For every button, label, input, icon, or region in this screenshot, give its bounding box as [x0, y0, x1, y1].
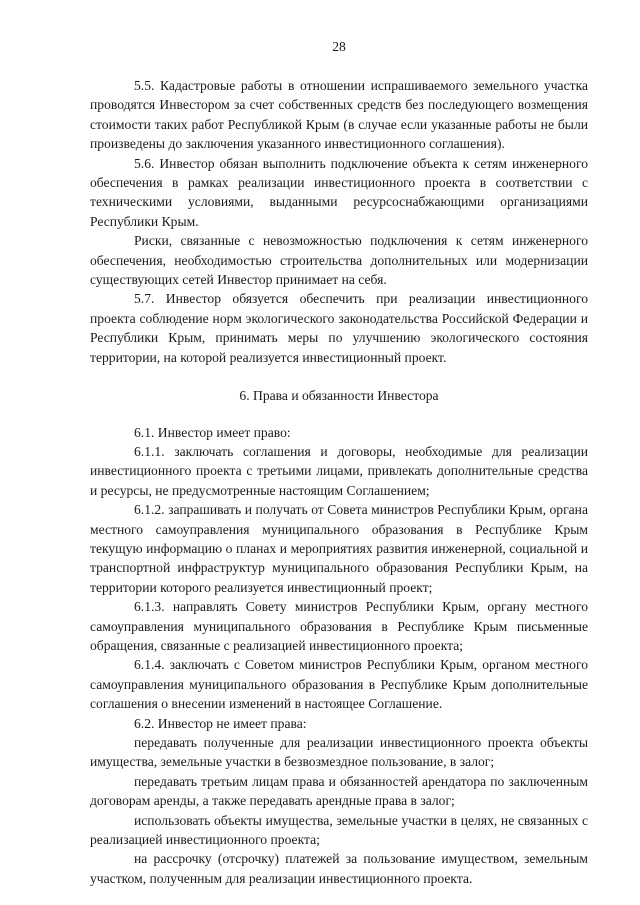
section-heading: 6. Права и обязанности Инвестора: [239, 388, 439, 404]
paragraph-5-6: 5.6. Инвестор обязан выполнить подключение объекта к сетям инженерного обеспечения в рамках реализации инвестиционного проекта в соответствии с техническими условиями, выданными ресурсоснабжающими организациями Республики Крым.: [90, 155, 588, 229]
paragraph-5-7: 5.7. Инвестор обязуется обеспечить при реализации инвестиционного проекта соблюдение норм экологического законодательства Российской Федерации и Республики Крым, принимать меры по улучшению экологического состояния территории, на которой реализуется инвестиционный проект.: [90, 291, 588, 365]
page-number: 28: [332, 39, 346, 54]
paragraph-6-2: 6.2. Инвестор не имеет права:: [134, 715, 307, 731]
paragraph-restriction-2: передавать третьим лицам права и обязанностей арендатора по заключенным договорам аренды, а также передавать арендные права в залог;: [90, 773, 588, 809]
paragraph-5-5: 5.5. Кадастровые работы в отношении испрашиваемого земельного участка проводятся Инвестором за счет собственных средств без последующего возмещения стоимости таких работ Республикой Крым (в случае если указанные работы не были произведены до заключения указанного инвестиционного соглашения).: [90, 78, 588, 152]
paragraph-restriction-1: передавать полученные для реализации инвестиционного проекта объекты имущества, земельные участки в безвозмездное пользование, в залог;: [90, 735, 588, 770]
paragraph-restriction-4: на рассрочку (отсрочку) платежей за пользование имуществом, земельным участком, полученным для реализации инвестиционного проекта.: [90, 851, 588, 886]
paragraph-6-1-3: 6.1.3. направлять Совету министров Республики Крым, органу местного самоуправления муниципального образования в Республике Крым письменные обращения, связанные с реализацией инвестиционного проекта;: [90, 599, 588, 653]
paragraph-risks: Риски, связанные с невозможностью подключения к сетям инженерного обеспечения, необходимостью строительства дополнительных или модернизации существующих сетей Инвестор принимает на себя.: [90, 233, 588, 288]
paragraph-6-1-1: 6.1.1. заключать соглашения и договоры, необходимые для реализации инвестиционного проекта с третьими лицами, привлекать дополнительные средства и ресурсы, не предусмотренные настоящим Соглашением;: [90, 443, 588, 498]
paragraph-restriction-3: использовать объекты имущества, земельные участки в целях, не связанных с реализацией инвестиционного проекта;: [90, 812, 588, 848]
document-page: [90, 0, 588, 905]
paragraph-6-1-2: 6.1.2. запрашивать и получать от Совета министров Республики Крым, органа местного самоуправления муниципального образования в Республике Крым текущую информацию о планах и мероприятиях развития инженерной, социальной и транспортной инфраструктур муниципального образования Республики Крым, на территории которого реализуется инвестиционный проект;: [90, 502, 588, 595]
document-body: [90, 76, 588, 888]
paragraph-6-1-4: 6.1.4. заключать с Советом министров Республики Крым, органом местного самоуправления муниципального образования в Республике Крым дополнительные соглашения о внесении изменений в настоящее Соглашение.: [90, 657, 588, 712]
paragraph-6-1: 6.1. Инвестор имеет право:: [134, 424, 291, 440]
